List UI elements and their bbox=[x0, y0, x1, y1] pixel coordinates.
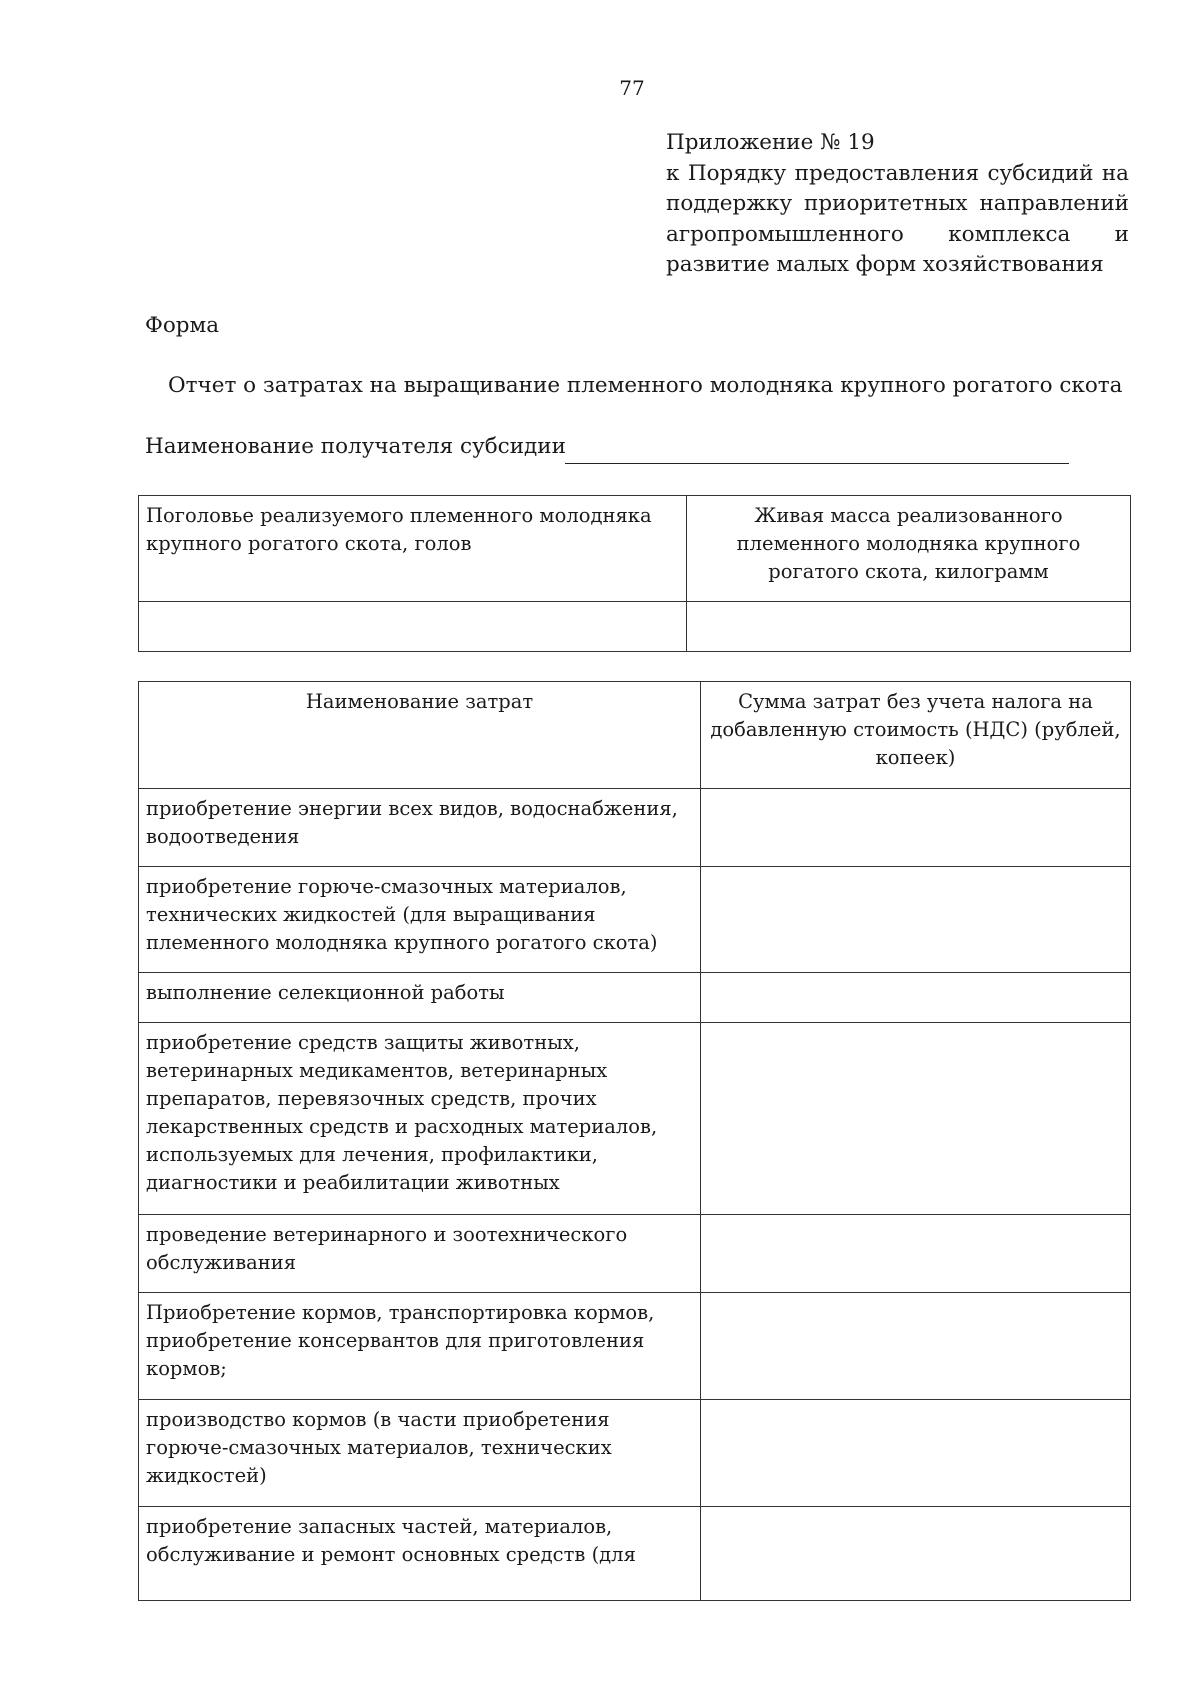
costs-table bbox=[138, 681, 1131, 1601]
cost-sum-cell[interactable] bbox=[701, 1507, 1131, 1601]
appendix-line: поддержку приоритетных направлений bbox=[666, 191, 1129, 216]
appendix-header bbox=[666, 128, 1129, 281]
cost-sum-cell[interactable] bbox=[701, 1400, 1131, 1507]
table-row bbox=[139, 1507, 1131, 1601]
recipient-label: Наименование получателя субсидии bbox=[145, 434, 566, 459]
table-row bbox=[139, 1023, 1131, 1215]
cost-sum-cell[interactable] bbox=[701, 1215, 1131, 1293]
cost-name-cell: выполнение селекционной работы bbox=[139, 973, 701, 1023]
cost-sum-cell[interactable] bbox=[701, 973, 1131, 1023]
head-count-cell[interactable] bbox=[139, 602, 687, 652]
appendix-line: Приложение № 19 bbox=[666, 130, 875, 155]
appendix-line: агропромышленного комплекса и bbox=[666, 221, 1129, 247]
table-row bbox=[139, 1293, 1131, 1400]
report-title: Отчет о затратах на выращивание племенного молодняка крупного рогатого скота bbox=[168, 373, 1123, 398]
table-row bbox=[139, 1215, 1131, 1293]
form-label: Форма bbox=[145, 313, 220, 338]
header-cell-head-count: Поголовье реализуемого племенного молодняка крупного рогатого скота, голов bbox=[139, 496, 687, 602]
recipient-name-field[interactable] bbox=[565, 462, 1069, 464]
appendix-line: развитие малых форм хозяйствования bbox=[666, 252, 1104, 277]
page-number: 77 bbox=[619, 76, 645, 100]
cost-sum-cell[interactable] bbox=[701, 789, 1131, 867]
table-row bbox=[139, 789, 1131, 867]
cost-sum-cell[interactable] bbox=[701, 1023, 1131, 1215]
cost-name-cell: приобретение запасных частей, материалов, обслуживание и ремонт основных средств (для bbox=[139, 1507, 701, 1601]
cost-name-cell: производство кормов (в части приобретения горюче-смазочных материалов, технических жидкостей) bbox=[139, 1400, 701, 1507]
appendix-line: к Порядку предоставления субсидий на bbox=[666, 160, 1129, 186]
cost-name-cell: Приобретение кормов, транспортировка кормов, приобретение консервантов для приготовления кормов; bbox=[139, 1293, 701, 1400]
cost-name-cell: приобретение средств защиты животных, ветеринарных медикаментов, ветеринарных препаратов, перевязочных средств, прочих лекарственных средств и расходных материалов, используемых для лечения, профилактики, диагностики и реабилитации животных bbox=[139, 1023, 701, 1215]
cost-name-cell: проведение ветеринарного и зоотехнического обслуживания bbox=[139, 1215, 701, 1293]
cost-name-cell: приобретение горюче-смазочных материалов, технических жидкостей (для выращивания племенного молодняка крупного рогатого скота) bbox=[139, 867, 701, 973]
livestock-table bbox=[138, 495, 1131, 652]
table-row bbox=[139, 973, 1131, 1023]
header-cell-cost-name: Наименование затрат bbox=[139, 682, 701, 789]
cost-sum-cell[interactable] bbox=[701, 1293, 1131, 1400]
cost-name-cell: приобретение энергии всех видов, водоснабжения, водоотведения bbox=[139, 789, 701, 867]
header-cell-live-weight: Живая масса реализованного племенного молодняка крупного рогатого скота, килограмм bbox=[687, 496, 1131, 602]
table-row bbox=[139, 1400, 1131, 1507]
table-row bbox=[139, 867, 1131, 973]
header-cell-cost-sum: Сумма затрат без учета налога на добавленную стоимость (НДС) (рублей, копеек) bbox=[701, 682, 1131, 789]
live-weight-cell[interactable] bbox=[687, 602, 1131, 652]
cost-sum-cell[interactable] bbox=[701, 867, 1131, 973]
